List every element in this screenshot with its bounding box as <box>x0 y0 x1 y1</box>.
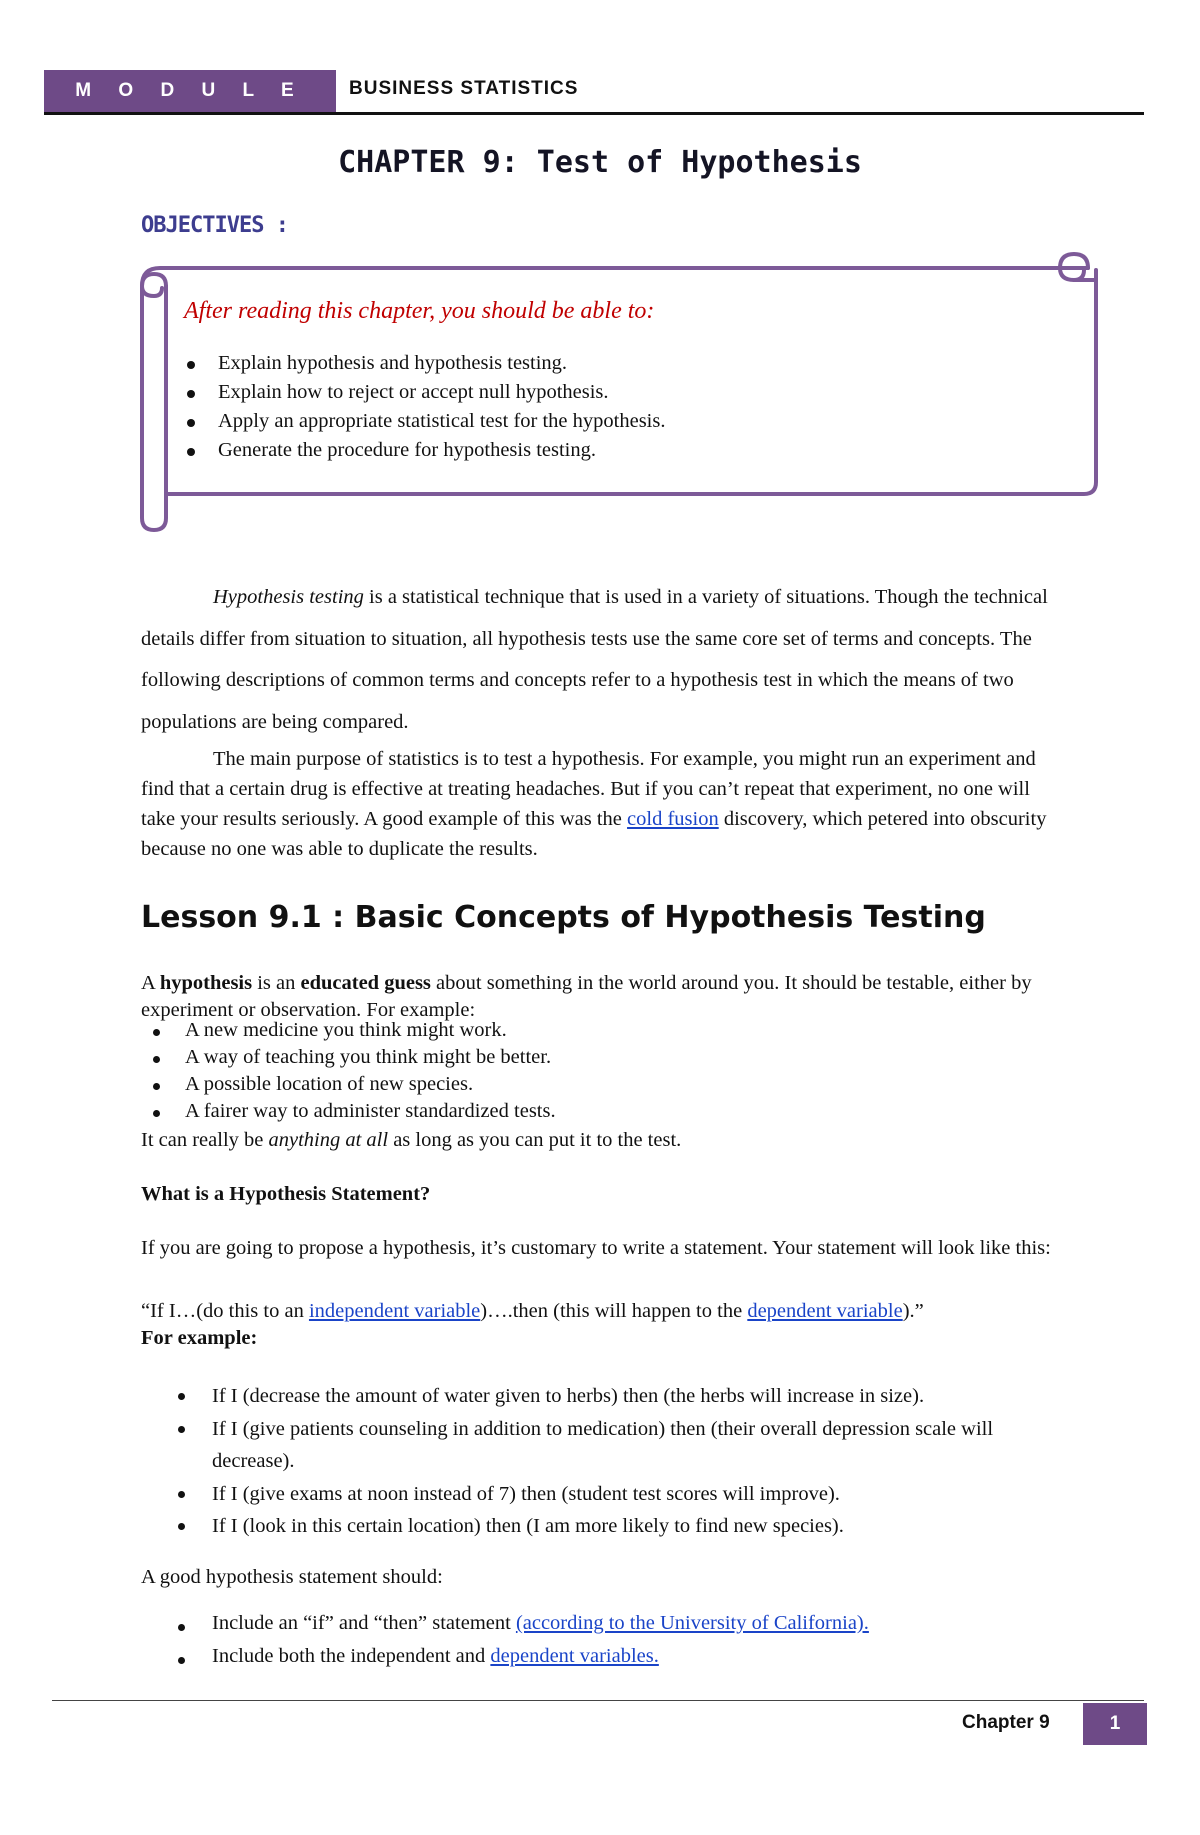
intro-paragraph <box>141 577 1061 743</box>
objectives-heading: OBJECTIVES : <box>141 213 288 238</box>
statement-template <box>141 1296 1061 1327</box>
definition-text: A <box>141 972 160 994</box>
list-item: A new medicine you think might work. <box>185 1019 556 1046</box>
course-title: BUSINESS STATISTICS <box>349 78 579 99</box>
dependent-variable-link[interactable]: dependent variable <box>747 1300 903 1322</box>
statement-examples-list <box>212 1380 1072 1543</box>
hypothesis-definition <box>141 970 1061 1024</box>
list-item: A fairer way to administer standardized tests. <box>185 1100 556 1127</box>
lesson-title: Lesson 9.1 : Basic Concepts of Hypothesis Testing <box>141 900 986 935</box>
statement-heading: What is a Hypothesis Statement? <box>141 1183 431 1205</box>
list-item: Generate the procedure for hypothesis testing. <box>218 439 665 468</box>
list-item: Apply an appropriate statistical test for the hypothesis. <box>218 410 665 439</box>
objectives-list <box>218 352 665 468</box>
cold-fusion-link[interactable]: cold fusion <box>627 808 719 830</box>
list-item: Explain how to reject or accept null hypothesis. <box>218 381 665 410</box>
purpose-paragraph <box>141 744 1061 864</box>
list-item: If I (give exams at noon instead of 7) then (student test scores will improve). <box>212 1478 1072 1511</box>
anything-text: as long as you can put it to the test. <box>388 1129 682 1151</box>
intro-text: is a statistical technique that is used in a variety of situations. Though the technical details differ from situation to situation, all hypothesis tests use the same core set of terms and concepts. The following descriptions of common terms and concepts refer to a hypothesis test in which the means of two populations are being compared. <box>141 586 1048 733</box>
footer-chapter-label: Chapter 9 <box>962 1712 1050 1733</box>
anything-line <box>141 1127 1061 1154</box>
definition-text: is an <box>252 972 301 994</box>
dependent-variables-link[interactable]: dependent variables. <box>490 1645 659 1667</box>
list-item: If I (decrease the amount of water given to herbs) then (the herbs will increase in size). <box>212 1380 1072 1413</box>
list-item: Explain hypothesis and hypothesis testing. <box>218 352 665 381</box>
hypothesis-examples-list <box>185 1019 556 1127</box>
independent-variable-link[interactable]: independent variable <box>308 1300 481 1322</box>
university-of-california-link[interactable]: (according to the University of California). <box>515 1612 869 1634</box>
list-item <box>212 1645 869 1678</box>
list-item: If I (look in this certain location) then (I am more likely to find new species). <box>212 1510 1072 1543</box>
list-item: If I (give patients counseling in addition to medication) then (their overall depression scale will decrease). <box>212 1413 1072 1478</box>
purpose-text-end: discovery, which petered into obscurity because no one was able to duplicate the results. <box>141 808 1047 860</box>
chapter-title: CHAPTER 9: Test of Hypothesis <box>338 145 862 180</box>
page-number-box <box>1083 1703 1147 1745</box>
objectives-intro: After reading this chapter, you should be able to: <box>184 298 655 324</box>
footer-divider <box>52 1700 1144 1701</box>
header-divider <box>44 112 1144 115</box>
good-statement-label: A good hypothesis statement should: <box>141 1566 443 1588</box>
item-text: Include an “if” and “then” statement <box>212 1612 516 1634</box>
item-text: Include both the independent and <box>212 1645 491 1667</box>
list-item: A way of teaching you think might be better. <box>185 1046 556 1073</box>
page-number: 1 <box>1109 1713 1121 1734</box>
definition-text: about something in the world around you. It should be testable, either by experiment or observation. For example: <box>141 972 1032 1021</box>
anything-emphasis: anything at all <box>268 1129 389 1151</box>
template-text: ).” <box>902 1300 924 1322</box>
intro-lead: Hypothesis testing <box>213 586 364 608</box>
template-text: “If I…(do this to an <box>141 1300 309 1322</box>
statement-paragraph: If you are going to propose a hypothesis, it’s customary to write a statement. Your statement will look like this: <box>141 1237 1051 1259</box>
list-item: A possible location of new species. <box>185 1073 556 1100</box>
template-text: )….then (this will happen to the <box>480 1300 748 1322</box>
purpose-text: The main purpose of statistics is to test a hypothesis. For example, you might run an experiment and find that a certain drug is effective at treating headaches. But if you can’t repeat that experiment, no one will take your results seriously. A good example of this was the <box>141 748 1036 830</box>
anything-text: It can really be <box>141 1129 269 1151</box>
module-label-box <box>44 70 336 112</box>
for-example-label: For example: <box>141 1327 258 1349</box>
definition-term: hypothesis <box>159 972 253 994</box>
definition-term: educated guess <box>300 972 431 994</box>
good-statement-list <box>212 1612 869 1678</box>
module-label: M O D U L E <box>75 80 305 101</box>
list-item <box>212 1612 869 1645</box>
